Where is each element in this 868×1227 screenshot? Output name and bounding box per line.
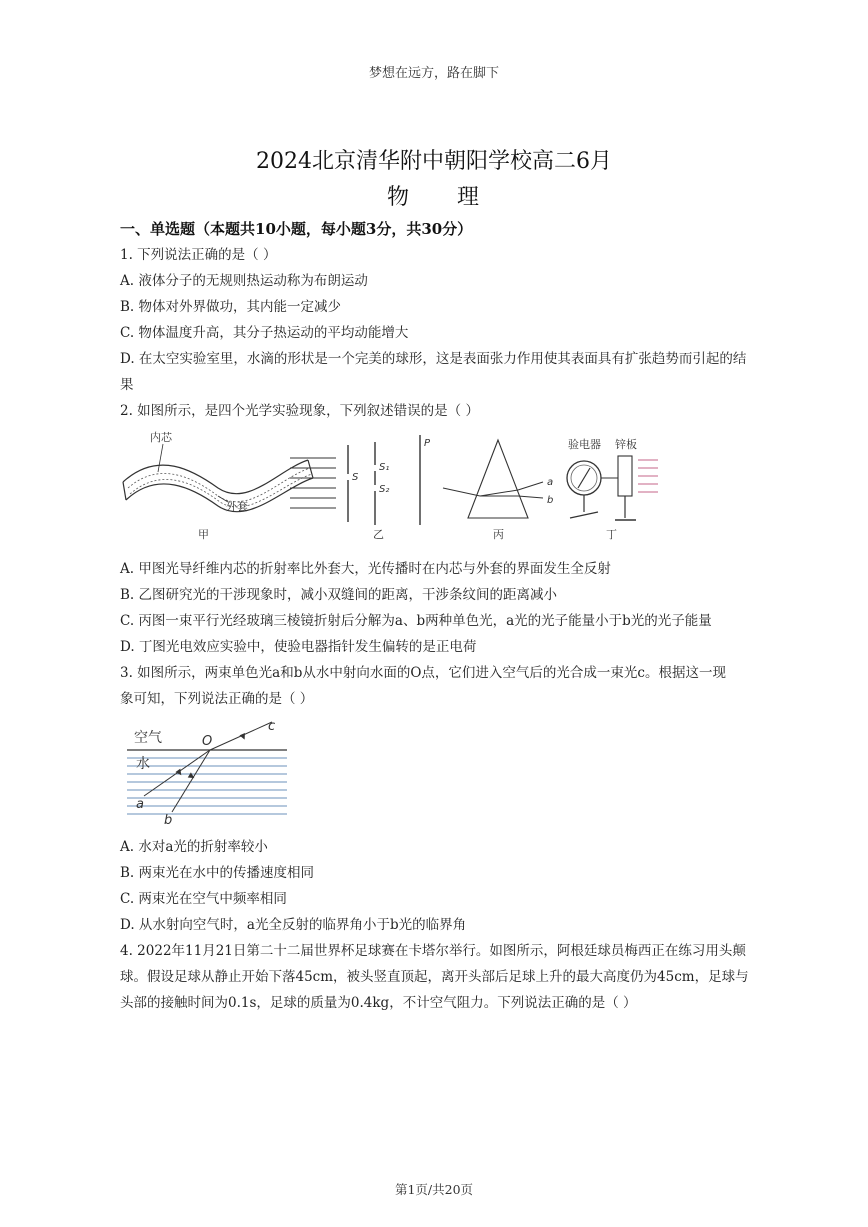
ray-a-label: a [136, 797, 144, 812]
prism-b-label: b [547, 495, 554, 506]
subject-title [0, 180, 868, 211]
subject-char-1: 物 [386, 185, 411, 210]
figure-ding [567, 437, 658, 541]
exam-title: 2024北京清华附中朝阳学校高二6月 [256, 149, 612, 174]
q4-stem-cont-2: 头部的接触时间为0.1s，足球的质量为0.4kg，不计空气阻力。下列说法正确的是（ ） [120, 995, 637, 1011]
water-label: 水 [136, 756, 150, 772]
q1-option-d-cont: 果 [120, 377, 134, 393]
ray-c-label: c [268, 719, 276, 734]
q2-stem: 2. 如图所示，是四个光学实验现象，下列叙述错误的是（ ） [120, 403, 479, 419]
screen-p-label: P [424, 438, 431, 449]
subject-char-2: 理 [457, 185, 482, 210]
q4-stem-cont-1: 球。假设足球从静止开始下落45cm，被头竖直顶起，离开头部后足球上升的最大高度仍为45cm，足球与 [120, 969, 749, 985]
q3-stem: 3. 如图所示，两束单色光a和b从水中射向水面的O点，它们进入空气后的光合成一束光c。根据这一现 [120, 665, 726, 681]
q3-option-c: C. 两束光在空气中频率相同 [120, 891, 287, 907]
figure-yi-label: 乙 [373, 528, 384, 541]
electroscope-label: 验电器 [568, 438, 601, 451]
q2-option-a: A. 甲图光导纤维内芯的折射率比外套大，光传播时在内芯与外套的界面发生全反射 [120, 561, 611, 577]
slit-s-label: S [352, 472, 359, 483]
q1-option-b: B. 物体对外界做功，其内能一定减少 [120, 299, 342, 315]
q4-stem: 4. 2022年11月21日第二十二届世界杯足球赛在卡塔尔举行。如图所示，阿根廷球员梅西正在练习用头颠 [120, 943, 746, 959]
fiber-outer-label: 外套 [226, 500, 248, 513]
q2-figure [118, 430, 663, 545]
figure-bing-label: 丙 [493, 528, 504, 541]
q3-option-d: D. 从水射向空气时，a光全反射的临界角小于b光的临界角 [120, 917, 467, 933]
figure-ding-label: 丁 [606, 528, 617, 541]
q3-stem-cont: 象可知，下列说法正确的是（ ） [120, 691, 314, 707]
figure-jia [123, 430, 313, 541]
ray-b-label: b [164, 813, 173, 826]
header-motto: 梦想在远方，路在脚下 [368, 66, 499, 81]
q1-option-c: C. 物体温度升高，其分子热运动的平均动能增大 [120, 325, 409, 341]
air-label: 空气 [134, 730, 162, 746]
figure-yi [290, 435, 431, 541]
section-heading: 一、单选题（本题共10小题，每小题3分，共30分） [120, 220, 473, 238]
fiber-inner-label: 内芯 [150, 431, 172, 444]
slit-s2-label: S₂ [379, 484, 390, 495]
figure-bing [443, 440, 553, 541]
q1-option-a: A. 液体分子的无规则热运动称为布朗运动 [120, 273, 368, 289]
figure-jia-label: 甲 [198, 528, 209, 541]
q1-option-d: D. 在太空实验室里，水滴的形状是一个完美的球形，这是表面张力作用使其表面具有扩张趋势而引起的结 [120, 351, 747, 367]
q3-option-a: A. 水对a光的折射率较小 [120, 839, 268, 855]
q2-option-b: B. 乙图研究光的干涉现象时，减小双缝间的距离，干涉条纹间的距离减小 [120, 587, 558, 603]
zinc-plate-label: 锌板 [615, 438, 637, 451]
q3-option-b: B. 两束光在水中的传播速度相同 [120, 865, 315, 881]
point-o-label: O [202, 734, 213, 749]
q3-figure [122, 712, 292, 826]
page-footer: 第1页/共20页 [394, 1182, 474, 1197]
q2-option-d: D. 丁图光电效应实验中，使验电器指针发生偏转的是正电荷 [120, 639, 477, 655]
q1-stem: 1. 下列说法正确的是（ ） [120, 247, 277, 263]
slit-s1-label: S₁ [379, 462, 390, 473]
prism-a-label: a [547, 477, 554, 488]
q2-option-c: C. 丙图一束平行光经玻璃三棱镜折射后分解为a、b两种单色光，a光的光子能量小于b光的光子能量 [120, 613, 712, 629]
